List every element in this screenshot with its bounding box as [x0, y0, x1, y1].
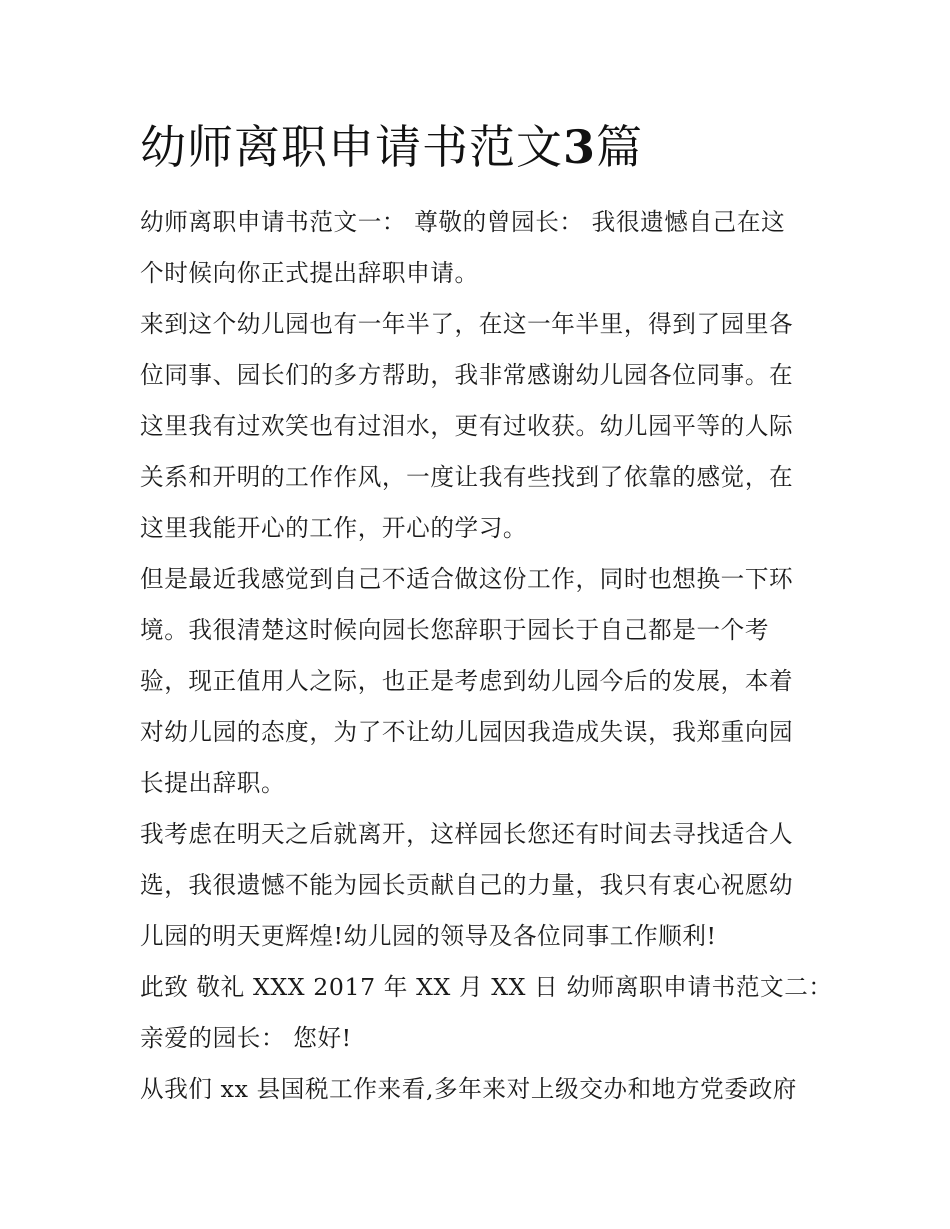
- text-line: 验，现正值用人之际，也正是考虑到幼儿园今后的发展，本着: [140, 667, 794, 695]
- text-line: 亲爱的园长： 您好!: [140, 1024, 352, 1052]
- text-line: 对幼儿园的态度，为了不让幼儿园因我造成失误，我郑重向园: [140, 718, 794, 746]
- document-body: [140, 197, 833, 1115]
- paragraph-1: [140, 197, 812, 299]
- text-line: 但是最近我感觉到自己不适合做这份工作，同时也想换一下环: [140, 565, 794, 593]
- paragraph-7: [140, 1064, 812, 1115]
- title-text: 幼师离职申请书范文: [140, 120, 563, 174]
- paragraph-3: [140, 554, 812, 809]
- paragraph-4: [140, 809, 812, 962]
- text-line: 境。我很清楚这时候向园长您辞职于园长于自己都是一个考: [140, 616, 770, 644]
- paragraph-2: [140, 299, 812, 554]
- text-line: 这里我能开心的工作，开心的学习。: [140, 514, 528, 542]
- text-line: 选，我很遗憾不能为园长贡献自己的力量，我只有衷心祝愿幼: [140, 871, 794, 899]
- title-suffix: 篇: [596, 120, 644, 174]
- text-line: 个时候向你正式提出辞职申请。: [140, 259, 479, 287]
- paragraph-5: [140, 962, 833, 1013]
- paragraph-6: [140, 1013, 812, 1064]
- text-line: 我考虑在明天之后就离开，这样园长您还有时间去寻找适合人: [140, 820, 794, 848]
- text-line: 来到这个幼儿园也有一年半了，在这一年半里，得到了园里各: [140, 310, 794, 338]
- text-line: 从我们 xx 县国税工作来看,多年来对上级交办和地方党委政府: [140, 1075, 797, 1103]
- text-line: 关系和开明的工作作风，一度让我有些找到了依靠的感觉，在: [140, 463, 794, 491]
- text-line: 位同事、园长们的多方帮助，我非常感谢幼儿园各位同事。在: [140, 361, 794, 389]
- document-title: [140, 112, 820, 182]
- text-line: 幼师离职申请书范文一： 尊敬的曾园长： 我很遗憾自己在这: [140, 208, 786, 236]
- text-line: 儿园的明天更辉煌!幼儿园的领导及各位同事工作顺利!: [140, 922, 717, 950]
- text-line: 此致 敬礼 XXX 2017 年 XX 月 XX 日 幼师离职申请书范文二：: [140, 973, 833, 1001]
- text-line: 这里我有过欢笑也有过泪水，更有过收获。幼儿园平等的人际: [140, 412, 794, 440]
- title-number: 3: [563, 120, 597, 174]
- text-line: 长提出辞职。: [140, 769, 286, 797]
